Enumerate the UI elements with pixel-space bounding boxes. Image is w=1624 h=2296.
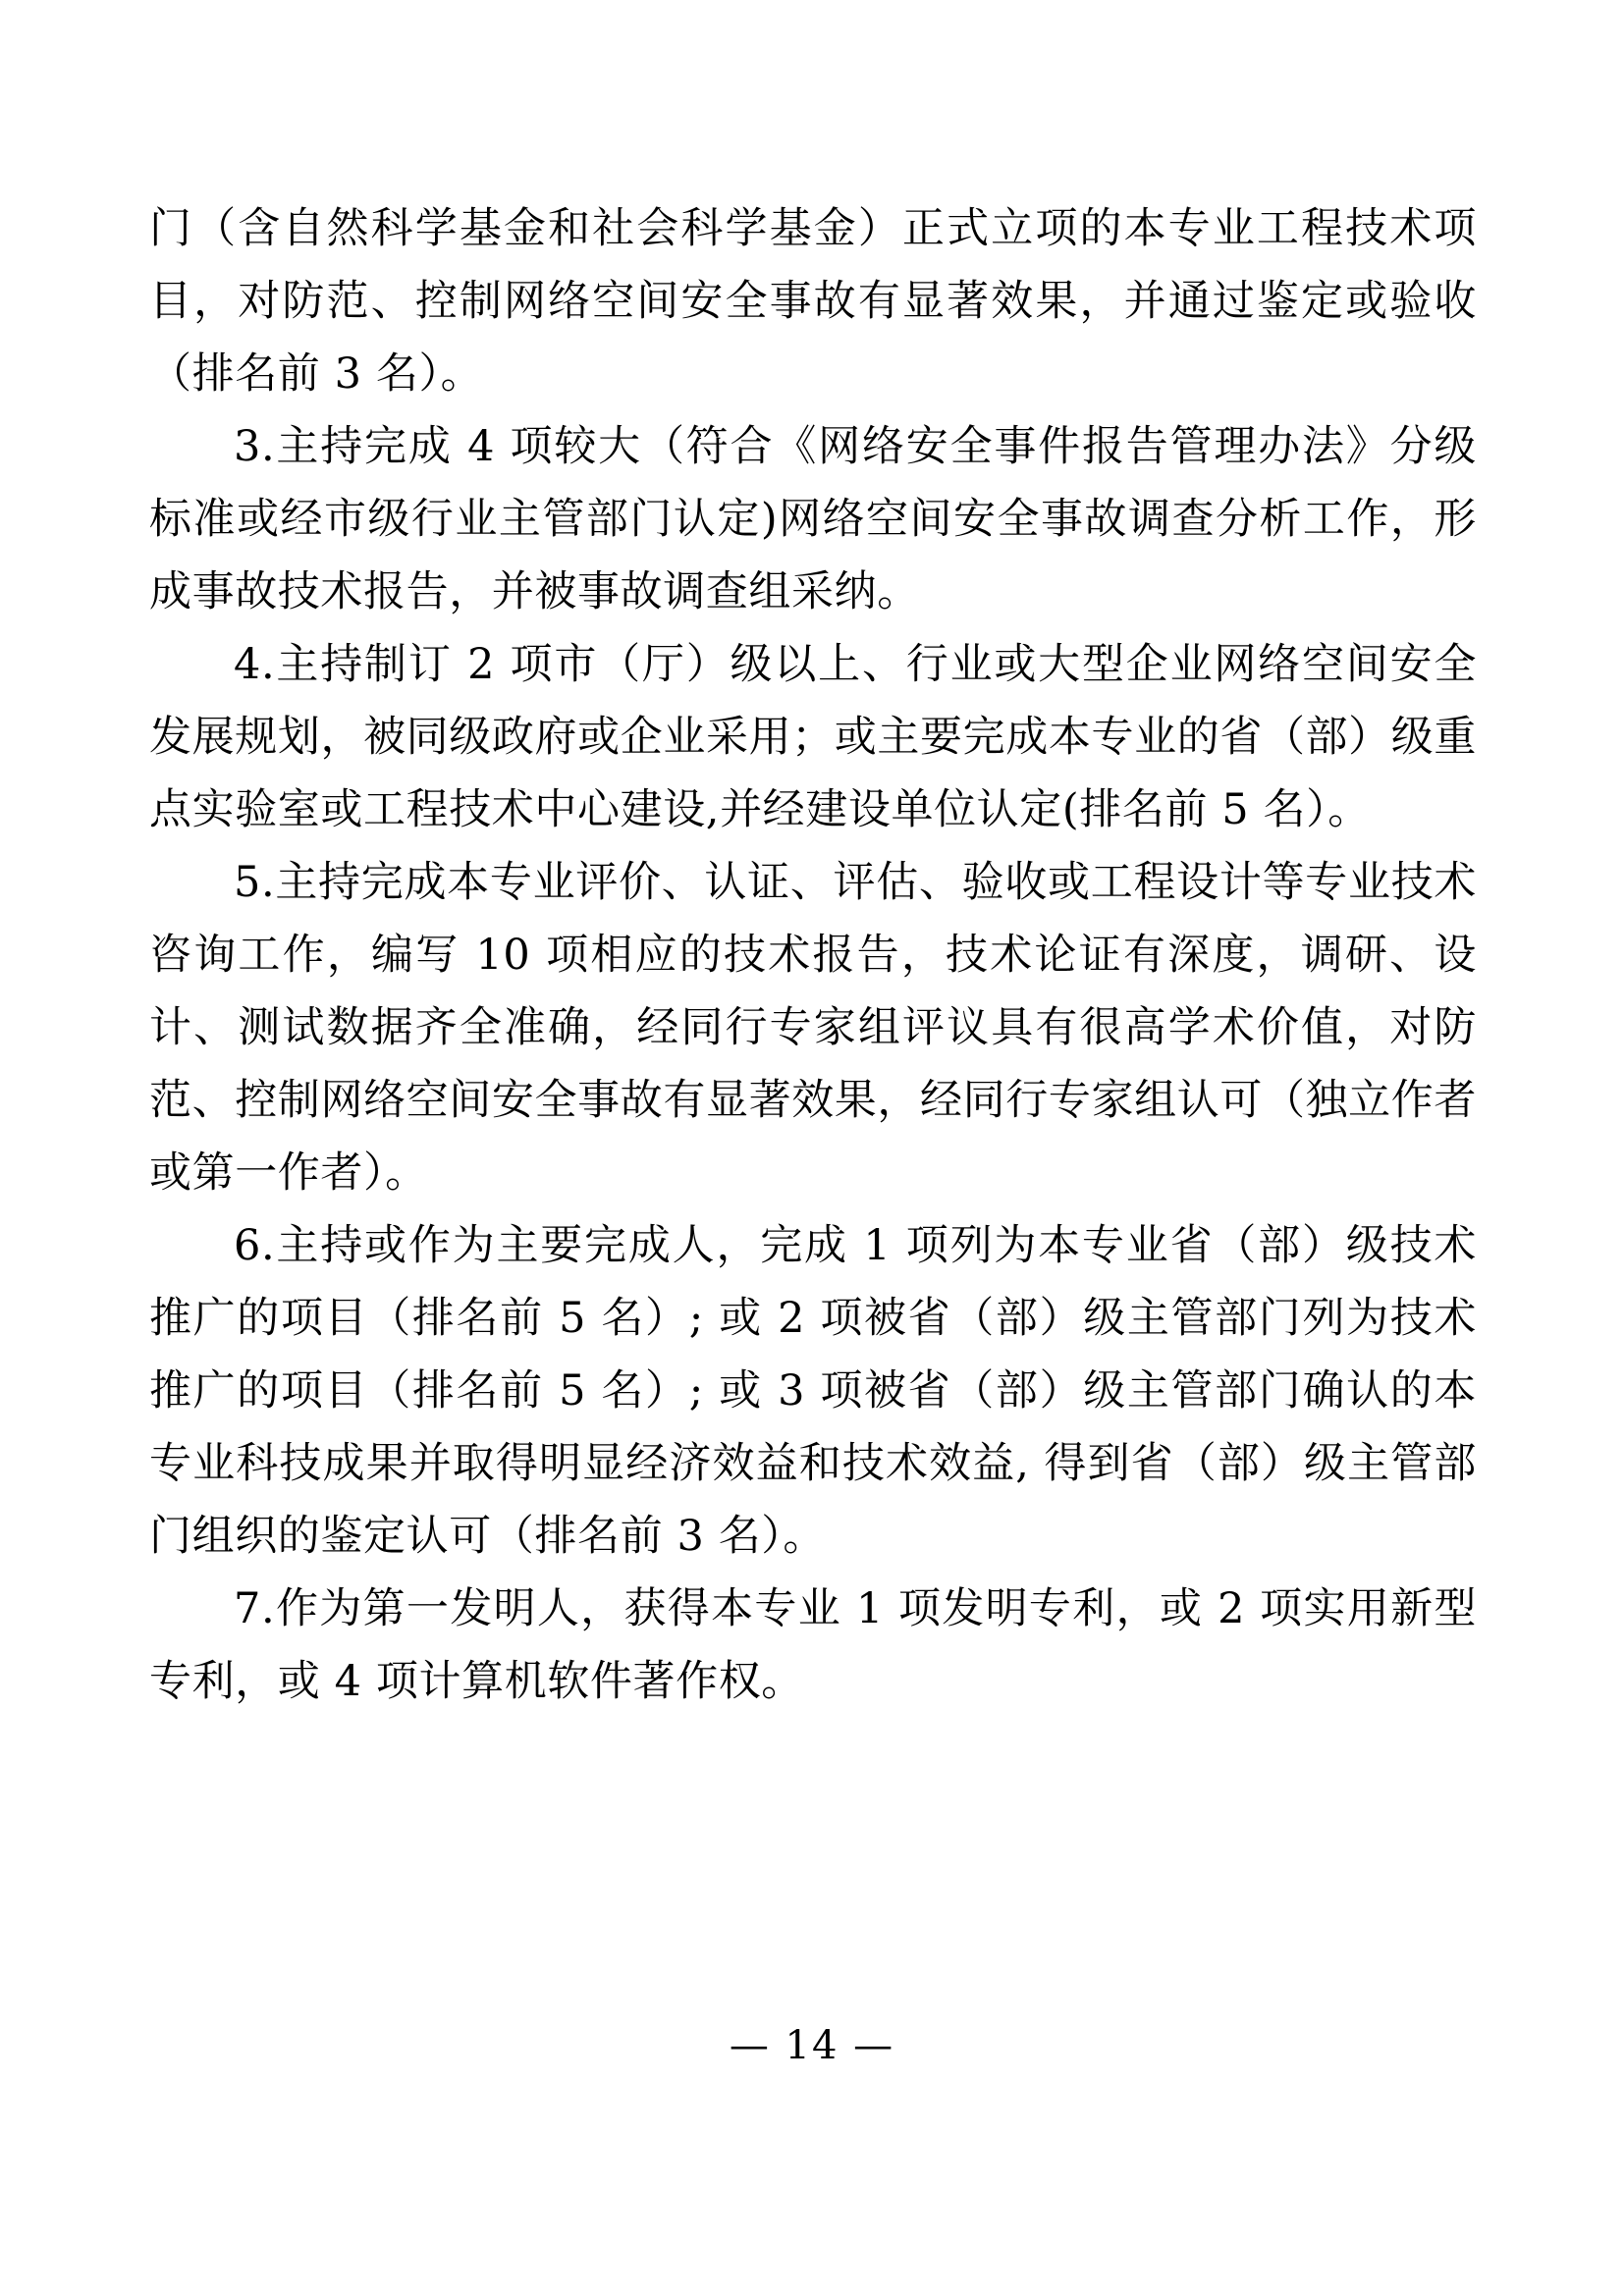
paragraph-item-3: 3.主持完成 4 项较大（符合《网络安全事件报告管理办法》分级标准或经市级行业主管部门认定)网络空间安全事故调查分析工作，形成事故技术报告，并被事故调查组采纳。 <box>149 422 1477 616</box>
page-number: — 14 — <box>729 2023 895 2068</box>
paragraph-item-4: 4.主持制订 2 项市（厅）级以上、行业或大型企业网络空间安全发展规划，被同级政府或企业采用；或主要完成本专业的省（部）级重点实验室或工程技术中心建设,并经建设单位认定(排名前 5 名）。 <box>149 640 1477 834</box>
paragraph-item-5: 5.主持完成本专业评价、认证、评估、验收或工程设计等专业技术咨询工作，编写 10 项相应的技术报告，技术论证有深度，调研、设计、测试数据齐全准确，经同行专家组评议具有很高学术价值，对防范、控制网络空间安全事故有显著效果，经同行专家组认可（独立作者或第一作者）。 <box>149 858 1477 1198</box>
paragraph-item-7: 7.作为第一发明人，获得本专业 1 项发明专利，或 2 项实用新型专利，或 4 项计算机软件著作权。 <box>149 1584 1477 1706</box>
paragraph-item-6: 6.主持或作为主要完成人，完成 1 项列为本专业省（部）级技术推广的项目（排名前 5 名）; 或 2 项被省（部）级主管部门列为技术推广的项目（排名前 5 名）; 或 3 项被省（部）级主管部门确认的本专业科技成果并取得明显经济效益和技术效益, 得到省（部）级主管部门组织的鉴定认可（排名前 3 名）。 <box>149 1221 1477 1561</box>
page-body <box>149 192 1477 1718</box>
paragraph-continued-item-2: 门（含自然科学基金和社会科学基金）正式立项的本专业工程技术项目，对防范、控制网络空间安全事故有显著效果，并通过鉴定或验收（排名前 3 名）。 <box>149 204 1477 399</box>
